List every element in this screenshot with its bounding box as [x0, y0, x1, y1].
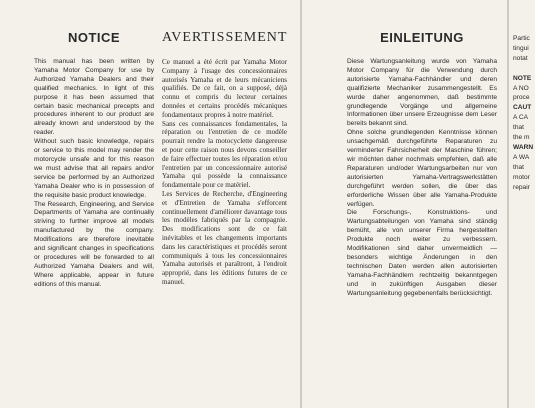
- next-page-lines: [513, 34, 535, 193]
- next-page-line: that: [513, 163, 524, 171]
- next-page-line: Partic: [513, 35, 530, 42]
- next-page-line: A WA: [513, 153, 530, 161]
- next-page-line: proce: [513, 94, 530, 102]
- page-edge: [507, 0, 509, 408]
- german-body: [347, 58, 497, 298]
- german-title: EINLEITUNG: [380, 30, 464, 45]
- french-paragraph: Sans ces connaissances fondamentales, la réparation ou l'entretien de ce modèle pourrait rendre la motocyclette dangereuse et pour cette raison nous devons conseiller de faire effectuer toutes les réparation et/ou l'entretien par un concessionnaire autorisé Yamaha qui possède la connaissance fondamentale pour ce matériel.: [162, 119, 287, 190]
- next-page-line: motor: [513, 173, 530, 181]
- french-body: [162, 58, 287, 287]
- next-page-fragment: [513, 0, 535, 408]
- english-notice-column: [34, 0, 154, 408]
- german-paragraph: Ohne solche grundlegenden Kenntnisse können unsachgemäß durchgeführte Reparaturen zu verminderter Fahrsicherheit der Maschine führen; wir möchten daher nochmals empfehlen, daß alle Reparaturen und/oder Wartungsarbeiten nur von autorisierten Yamaha-Vertragswerkstätten durchgeführt werden sollen, die über das erforderliche Wissen über alle Yamaha-Produkte verfügen.: [347, 129, 497, 208]
- german-paragraph: Die Forschungs-, Konstruktions- und Wartungsabteilungen von Yamaha sind ständig bemüht, alle von unserer Firma hergestellten Produkte noch weiter zu verbessern. Modifikationen sind daher unvermeidlich — besonders wichtige Änderungen in den technischen Daten werden allen autorisierten Yamaha-Fachhändlern rechtzeitig bekanntgegen und in zukünftigen Ausgaben dieser Wartungsanleitung gegebenenfalls berücksichtigt.: [347, 209, 497, 297]
- french-title: AVERTISSEMENT: [162, 30, 288, 45]
- english-title: NOTICE: [67, 30, 121, 45]
- next-page-line: [513, 64, 535, 74]
- french-paragraph: Les Services de Recherche, d'Engineering et d'Entretien de Yamaha s'efforcent continuellement d'améliorer davantage tous les modèles fabriqués par la compagnie. Des modifications sont de ce fait inévitables et les changements importants dans les caractéristiques et procédés seront communiqués à tous les concessionnaires Yamaha autorisés et paraîtront, à l'endroit approprié, dans les éditions futures de ce manuel.: [162, 189, 287, 286]
- english-paragraph: The Research, Engineering, and Service Departments of Yamaha are continually striving to further improve all models manufactured by the company. Modifications are therefore inevitable and significant changes in specifications or procedures will be forwarded to all Authorized Yamaha Dealers and will, Where applicable, appear in future editions of this manual.: [34, 200, 154, 288]
- german-notice-column: [347, 0, 497, 408]
- english-body: [34, 58, 154, 290]
- english-paragraph: This manual has been written by Yamaha Motor Company for use by Authorized Yamaha Dealers and their qualified mechanics. In light of this purpose it has been assumed that certain basic mechanical precepts and procedures inherent to our product are already known and understood by the reader.: [34, 58, 154, 137]
- next-page-line: CAUT: [513, 104, 532, 112]
- french-paragraph: Ce manuel a été écrit par Yamaha Motor Company à l'usage des concessionnaires autorisés Yamaha et de leurs mécaniciens qualifiés. De ce fait, on a supposé, déjà connu et compris du lecteur certaines données et certains procédés mécaniques fondamentaux propres à notre matériel.: [162, 58, 287, 119]
- english-paragraph: Without such basic knowledge, repairs or service to this model may render the motorcycle unsafe and for this reason we must advise that all repairs and/or service be performed by an Authorized Yamaha Dealer who is in possession of the requisite basic product knowledge.: [34, 138, 154, 199]
- french-notice-column: [162, 0, 287, 408]
- next-page-line: the m: [513, 134, 530, 142]
- page-gutter: [300, 0, 302, 408]
- german-paragraph: Diese Wartungsanleitung wurde von Yamaha Motor Company für die Verwendung durch autorisierte Yamaha-Fachhändler und deren qualifizierte Mechaniker zusammengestellt. Es wurde daher angenommen, daß bestimmte grundlegende Vorgänge und allgemeine Informationen über unsere Erzeugnisse dem Leser bereits bekannt sind.: [347, 58, 497, 128]
- next-page-line: notat: [513, 54, 528, 62]
- next-page-line: tingui: [513, 44, 529, 52]
- next-page-line: A NO: [513, 84, 529, 92]
- next-page-line: NOTE: [513, 74, 532, 82]
- next-page-line: A CA: [513, 114, 529, 122]
- next-page-line: that: [513, 124, 524, 132]
- next-page-line: repair: [513, 183, 530, 191]
- next-page-line: WARN: [513, 143, 534, 151]
